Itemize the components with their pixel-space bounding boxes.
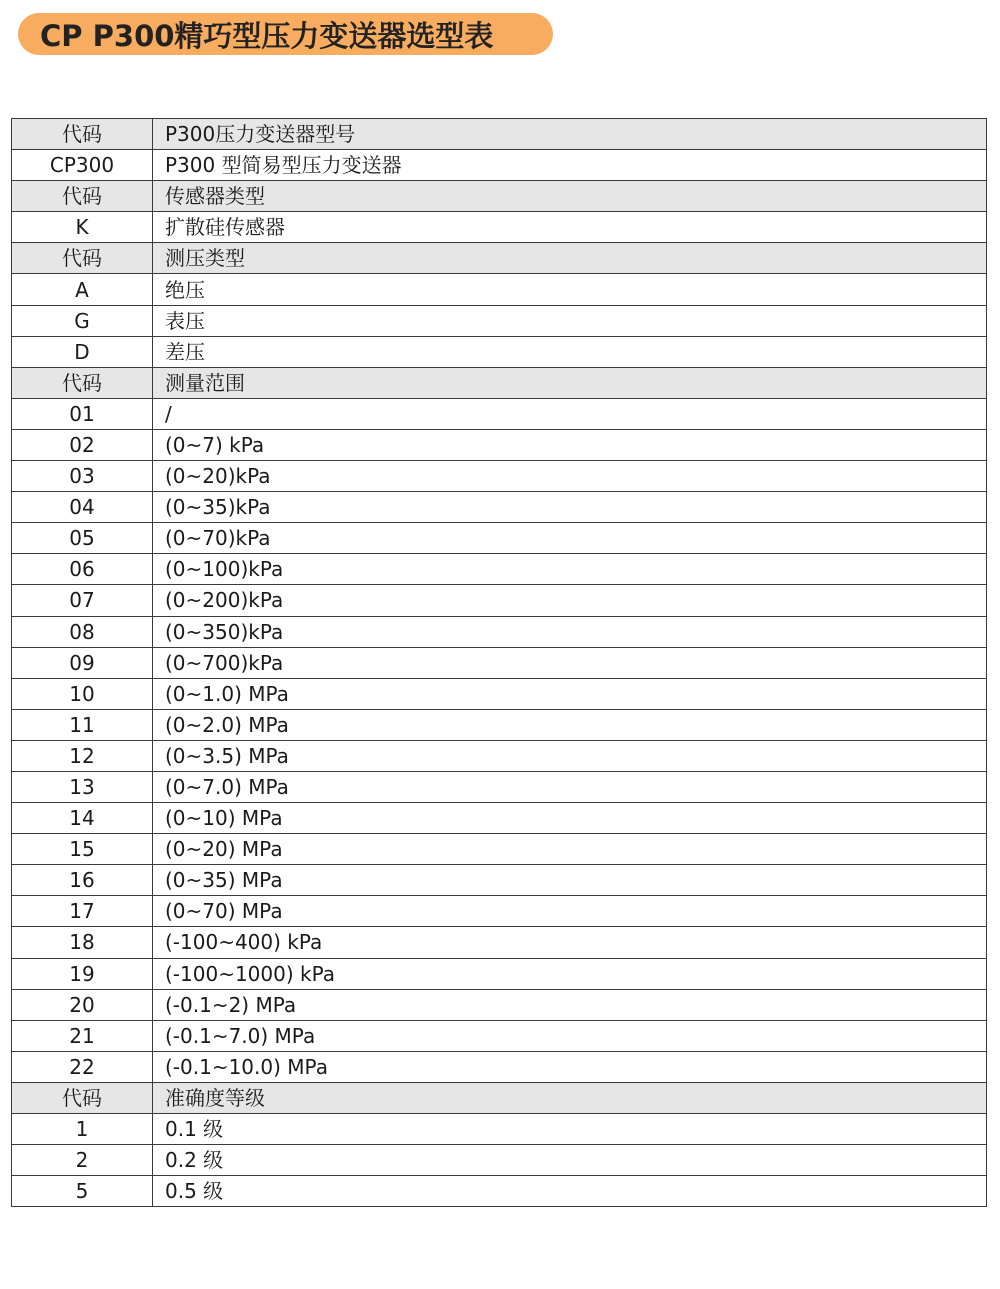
code-cell: 14 [12, 803, 153, 834]
code-cell: 11 [12, 709, 153, 740]
desc-cell: (-100~1000) kPa [153, 958, 987, 989]
code-cell: CP300 [12, 150, 153, 181]
desc-cell: 0.1 级 [153, 1114, 987, 1145]
desc-cell: (0~20)kPa [153, 461, 987, 492]
desc-cell: (-0.1~2) MPa [153, 989, 987, 1020]
desc-cell: (-0.1~10.0) MPa [153, 1051, 987, 1082]
table-row [12, 647, 987, 678]
header-desc-cell: P300压力变送器型号 [153, 119, 987, 150]
table-row [12, 989, 987, 1020]
section-header-row [12, 243, 987, 274]
code-cell: 08 [12, 616, 153, 647]
header-code-cell: 代码 [12, 243, 153, 274]
desc-cell: (0~20) MPa [153, 834, 987, 865]
table-row [12, 336, 987, 367]
code-cell: 20 [12, 989, 153, 1020]
desc-cell: (0~70) MPa [153, 896, 987, 927]
section-header-row [12, 181, 987, 212]
table-row [12, 1051, 987, 1082]
table-row [12, 492, 987, 523]
table-row [12, 1176, 987, 1207]
table-row [12, 150, 987, 181]
code-cell: 10 [12, 678, 153, 709]
desc-cell: (0~100)kPa [153, 554, 987, 585]
code-cell: 03 [12, 461, 153, 492]
code-cell: A [12, 274, 153, 305]
code-cell: 04 [12, 492, 153, 523]
table-row [12, 398, 987, 429]
code-cell: 05 [12, 523, 153, 554]
table-row [12, 585, 987, 616]
table-row [12, 1020, 987, 1051]
desc-cell: (0~7) kPa [153, 429, 987, 460]
desc-cell: 差压 [153, 336, 987, 367]
selection-table [11, 118, 987, 1207]
desc-cell: (0~3.5) MPa [153, 740, 987, 771]
code-cell: D [12, 336, 153, 367]
desc-cell: (0~70)kPa [153, 523, 987, 554]
code-cell: 01 [12, 398, 153, 429]
table-body [12, 119, 987, 1207]
code-cell: 16 [12, 865, 153, 896]
page-title: CP P300精巧型压力变送器选型表 [18, 13, 553, 55]
section-header-row [12, 367, 987, 398]
code-cell: 22 [12, 1051, 153, 1082]
desc-cell: (0~2.0) MPa [153, 709, 987, 740]
code-cell: 07 [12, 585, 153, 616]
section-header-row [12, 119, 987, 150]
table-row [12, 958, 987, 989]
desc-cell: 表压 [153, 305, 987, 336]
table-row [12, 616, 987, 647]
header-code-cell: 代码 [12, 119, 153, 150]
desc-cell: (0~200)kPa [153, 585, 987, 616]
header-desc-cell: 传感器类型 [153, 181, 987, 212]
desc-cell: (-100~400) kPa [153, 927, 987, 958]
table-row [12, 429, 987, 460]
table-row [12, 274, 987, 305]
code-cell: 17 [12, 896, 153, 927]
table-row [12, 927, 987, 958]
code-cell: 5 [12, 1176, 153, 1207]
table-row [12, 212, 987, 243]
header-desc-cell: 测压类型 [153, 243, 987, 274]
table-row [12, 305, 987, 336]
table-row [12, 554, 987, 585]
header-code-cell: 代码 [12, 181, 153, 212]
desc-cell: (-0.1~7.0) MPa [153, 1020, 987, 1051]
table-row [12, 896, 987, 927]
table-row [12, 1114, 987, 1145]
code-cell: 09 [12, 647, 153, 678]
code-cell: 12 [12, 740, 153, 771]
desc-cell: 扩散硅传感器 [153, 212, 987, 243]
code-cell: G [12, 305, 153, 336]
desc-cell: 0.2 级 [153, 1145, 987, 1176]
desc-cell: (0~700)kPa [153, 647, 987, 678]
table-row [12, 678, 987, 709]
code-cell: 2 [12, 1145, 153, 1176]
code-cell: 21 [12, 1020, 153, 1051]
desc-cell: (0~7.0) MPa [153, 771, 987, 802]
code-cell: K [12, 212, 153, 243]
table-row [12, 834, 987, 865]
code-cell: 1 [12, 1114, 153, 1145]
desc-cell: (0~1.0) MPa [153, 678, 987, 709]
desc-cell: 绝压 [153, 274, 987, 305]
desc-cell: (0~35)kPa [153, 492, 987, 523]
desc-cell: P300 型简易型压力变送器 [153, 150, 987, 181]
desc-cell: (0~10) MPa [153, 803, 987, 834]
table-row [12, 803, 987, 834]
table-row [12, 523, 987, 554]
table-row [12, 771, 987, 802]
desc-cell: (0~35) MPa [153, 865, 987, 896]
table-row [12, 740, 987, 771]
code-cell: 02 [12, 429, 153, 460]
table-row [12, 709, 987, 740]
code-cell: 06 [12, 554, 153, 585]
desc-cell: 0.5 级 [153, 1176, 987, 1207]
table-row [12, 461, 987, 492]
section-header-row [12, 1082, 987, 1113]
header-code-cell: 代码 [12, 367, 153, 398]
header-desc-cell: 测量范围 [153, 367, 987, 398]
code-cell: 15 [12, 834, 153, 865]
table-row [12, 1145, 987, 1176]
desc-cell: / [153, 398, 987, 429]
header-desc-cell: 准确度等级 [153, 1082, 987, 1113]
code-cell: 18 [12, 927, 153, 958]
table-row [12, 865, 987, 896]
desc-cell: (0~350)kPa [153, 616, 987, 647]
code-cell: 19 [12, 958, 153, 989]
code-cell: 13 [12, 771, 153, 802]
header-code-cell: 代码 [12, 1082, 153, 1113]
